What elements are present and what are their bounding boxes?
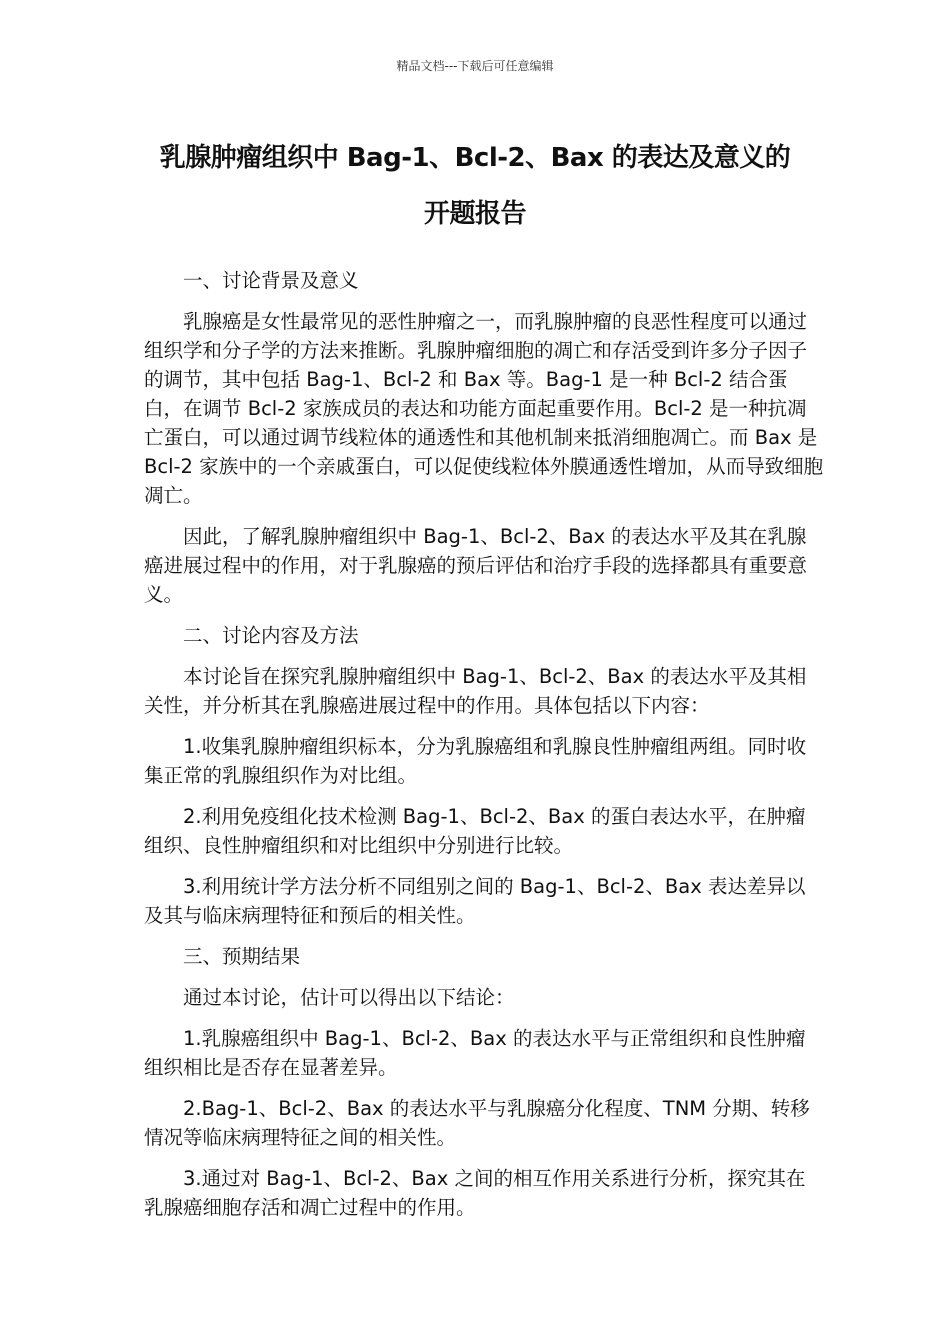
methods-item-2: 2.利用免疫组化技术检测 Bag-1、Bcl-2、Bax 的蛋白表达水平，在肿瘤组织、良性肿瘤组织和对比组织中分别进行比较。: [144, 805, 806, 857]
section-heading-background: 一、讨论背景及意义: [183, 269, 359, 292]
section-heading-results: 三、预期结果: [183, 945, 301, 968]
paragraph-results-intro: 通过本讨论，估计可以得出以下结论：: [183, 986, 515, 1009]
paragraph-methods-intro: 本讨论旨在探究乳腺肿瘤组织中 Bag-1、Bcl-2、Bax 的表达水平及其相关性，并分析其在乳腺癌进展过程中的作用。具体包括以下内容：: [144, 665, 807, 717]
methods-item-1: 1.收集乳腺肿瘤组织标本，分为乳腺癌组和乳腺良性肿瘤组两组。同时收集正常的乳腺组织作为对比组。: [144, 735, 807, 787]
results-item-3: 3.通过对 Bag-1、Bcl-2、Bax 之间的相互作用关系进行分析，探究其在乳腺癌细胞存活和凋亡过程中的作用。: [144, 1167, 806, 1219]
paragraph-background-1: 乳腺癌是女性最常见的恶性肿瘤之一，而乳腺肿瘤的良恶性程度可以通过组织学和分子学的方法来推断。乳腺肿瘤细胞的凋亡和存活受到许多分子因子的调节，其中包括 Bag-1、Bcl-2 和 Bax 等。Bag-1 是一种 Bcl-2 结合蛋白，在调节 Bcl-2 家族成员的表达和功能方面起重要作用。Bcl-2 是一种抗凋亡蛋白，可以通过调节线粒体的通透性和其他机制来抵消细胞凋亡。而 Bax 是 Bcl-2 家族中的一个亲戚蛋白，可以促使线粒体外膜通透性增加，从而导致细胞凋亡。: [144, 310, 824, 507]
document-body: [144, 266, 824, 1234]
section-heading-methods: 二、讨论内容及方法: [183, 624, 359, 647]
results-item-2: 2.Bag-1、Bcl-2、Bax 的表达水平与乳腺癌分化程度、TNM 分期、转移情况等临床病理特征之间的相关性。: [144, 1097, 810, 1149]
title-line-1: 乳腺肿瘤组织中 Bag-1、Bcl-2、Bax 的表达及意义的: [159, 143, 791, 173]
methods-item-3: 3.利用统计学方法分析不同组别之间的 Bag-1、Bcl-2、Bax 表达差异以及其与临床病理特征和预后的相关性。: [144, 875, 806, 927]
page-header: 精品文档---下载后可任意编辑: [396, 59, 554, 73]
results-item-1: 1.乳腺癌组织中 Bag-1、Bcl-2、Bax 的表达水平与正常组织和良性肿瘤组织相比是否存在显著差异。: [144, 1027, 806, 1079]
title-line-2: 开题报告: [423, 199, 526, 229]
document-title: [130, 130, 820, 242]
paragraph-background-2: 因此，了解乳腺肿瘤组织中 Bag-1、Bcl-2、Bax 的表达水平及其在乳腺癌进展过程中的作用，对于乳腺癌的预后评估和治疗手段的选择都具有重要意义。: [144, 525, 808, 606]
